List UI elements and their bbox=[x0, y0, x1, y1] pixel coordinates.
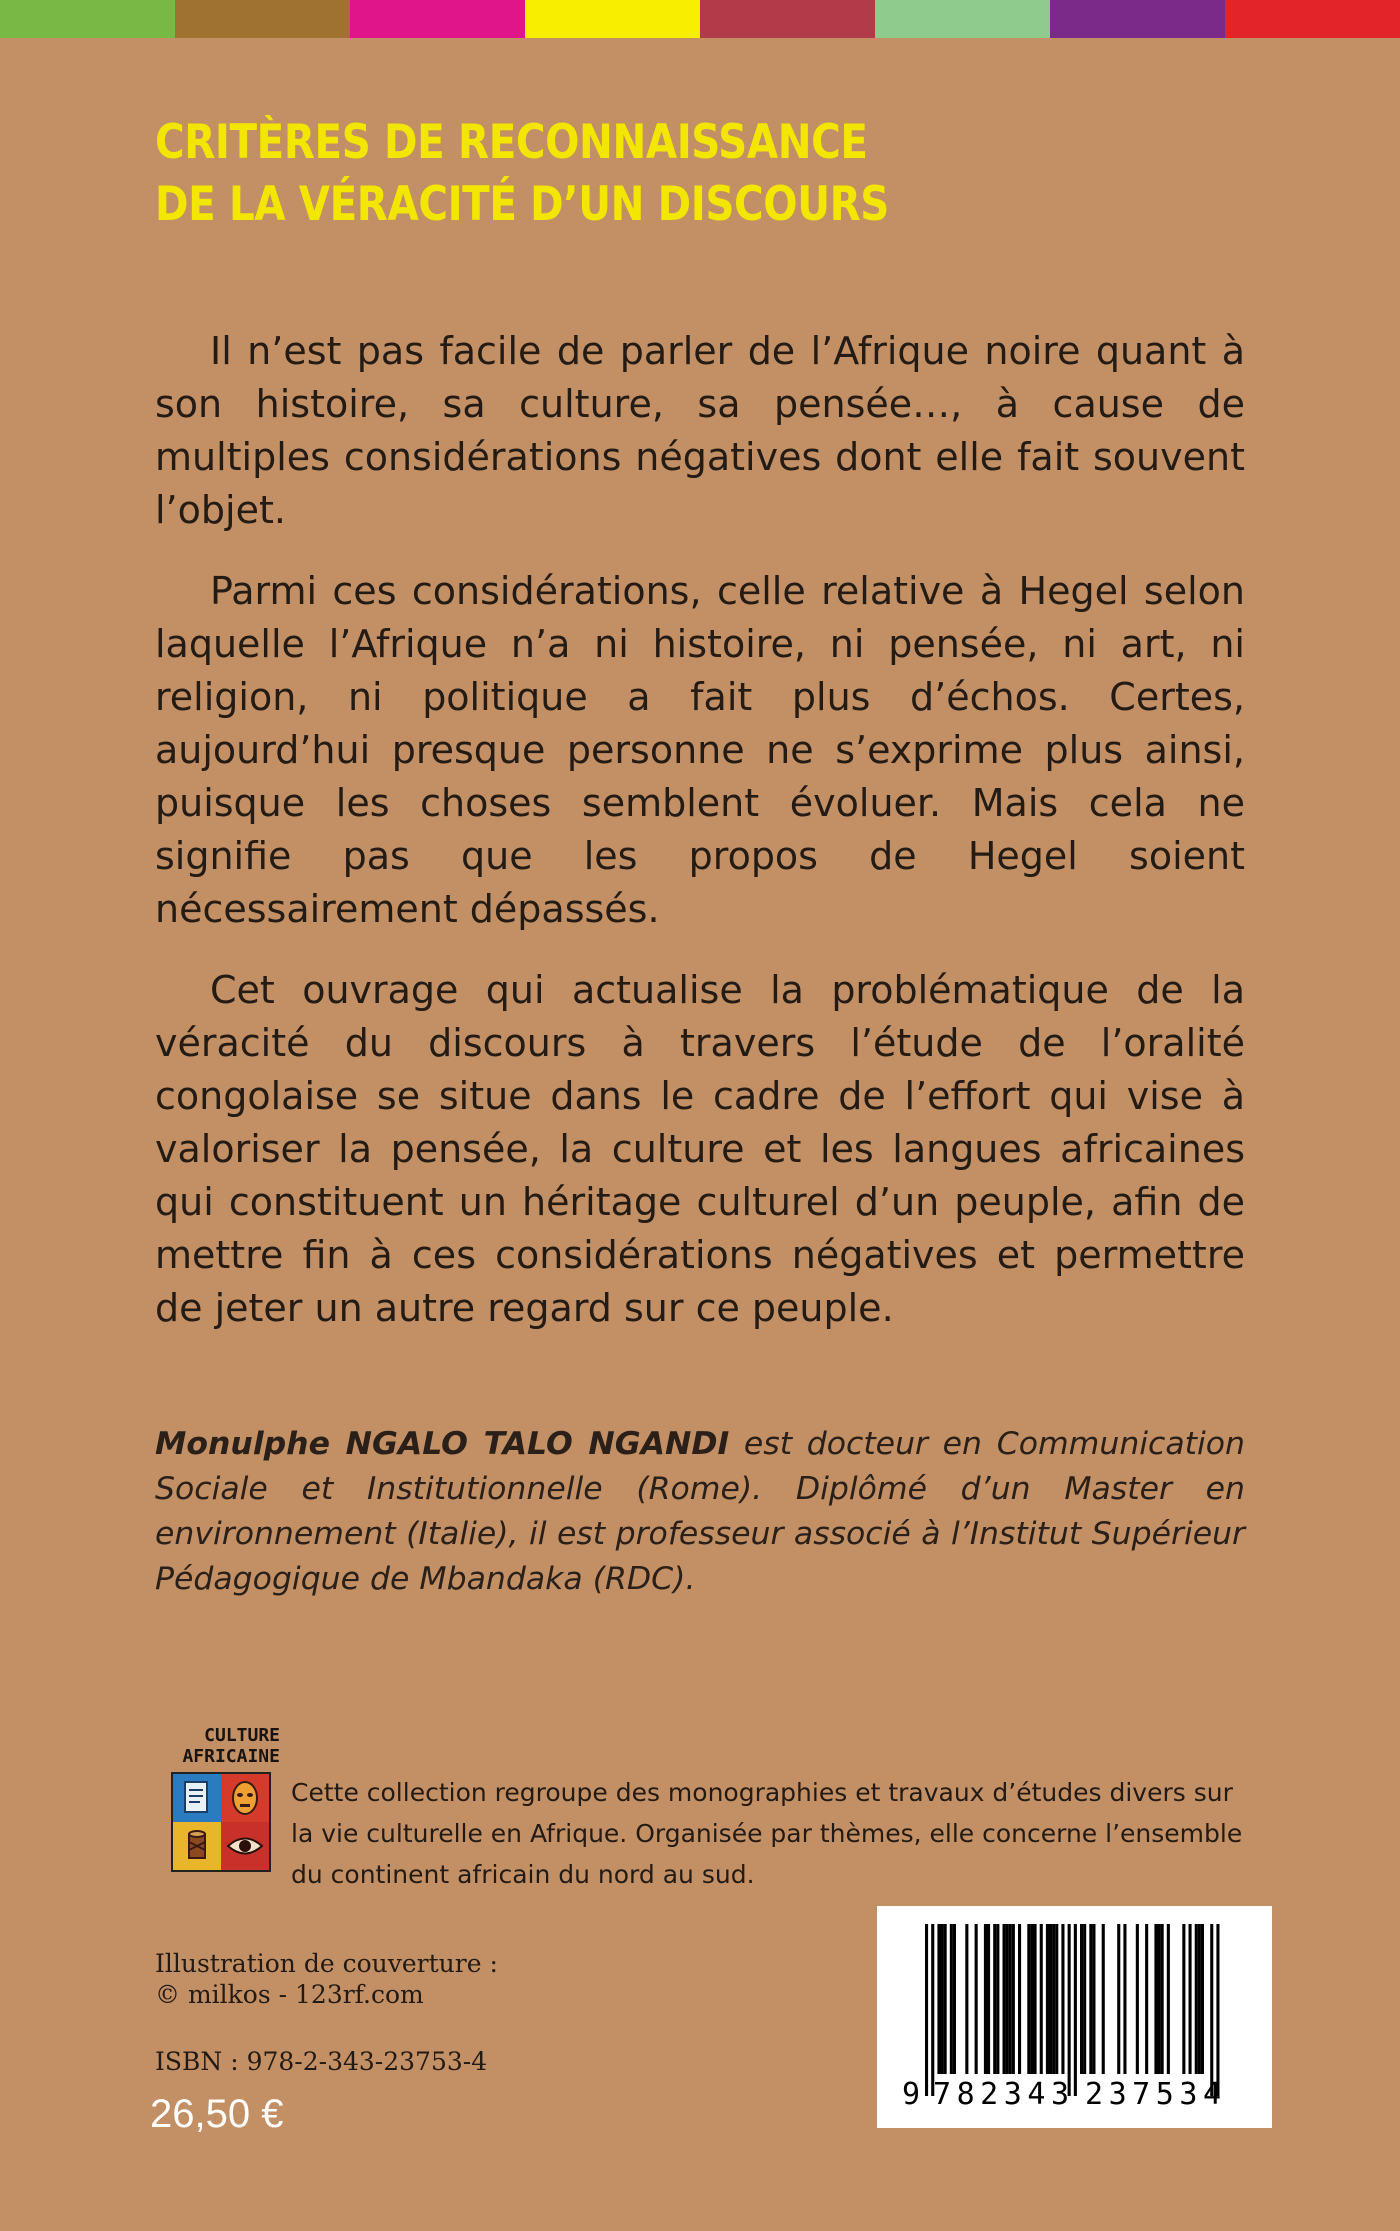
barcode-bar bbox=[1006, 1924, 1009, 2074]
barcode-bar bbox=[950, 1924, 953, 2074]
blurb bbox=[155, 325, 1245, 1363]
barcode bbox=[877, 1906, 1272, 2128]
collection-label-line-1: CULTURE bbox=[204, 1725, 280, 1746]
book-title-line-1: CRITÈRES DE RECONNAISSANCE bbox=[155, 115, 868, 170]
barcode-digits-group-1: 782343 bbox=[933, 2077, 1069, 2112]
isbn: ISBN : 978-2-343-23753-4 bbox=[155, 2047, 488, 2076]
barcode-bar bbox=[1003, 1924, 1006, 2074]
barcode-bar bbox=[1201, 1924, 1204, 2074]
barcode-bar bbox=[1123, 1924, 1126, 2074]
barcode-bar bbox=[996, 1924, 999, 2074]
barcode-bar bbox=[1012, 1924, 1015, 2074]
blurb-paragraph-1: Il n’est pas facile de parler de l’Afrique noire quant à son histoire, sa culture, sa pensée…, à cause de multiples considérations négatives dont elle fait souvent l’objet. bbox=[155, 329, 1245, 532]
color-strip bbox=[0, 0, 1400, 38]
barcode-digit-first: 9 bbox=[902, 2077, 921, 2112]
blurb-paragraph-3: Cet ouvrage qui actualise la problématique de la véracité du discours à travers l’étude de l’oralité congolaise se situe dans le cadre de l’effort qui vise à valoriser la pensée, la culture et les langues africaines qui constituent un héritage culturel d’un peuple, afin de mettre fin à ces considérations négatives et permettre de jeter un autre regard sur ce peuple. bbox=[155, 968, 1245, 1330]
barcode-bar bbox=[1145, 1924, 1148, 2074]
barcode-bar bbox=[953, 1924, 956, 2074]
color-strip-segment bbox=[0, 0, 175, 38]
barcode-bar bbox=[937, 1924, 940, 2074]
barcode-bar bbox=[1198, 1924, 1201, 2074]
author-bio-text: est docteur en Communication Sociale et Institutionnelle (Rome). Diplômé d’un Master en environnement (Italie), il est professeur associé à l’Institut Supérieur Pédagogique de Mbandaka (RDC). bbox=[155, 1426, 1245, 1597]
collection-label-line-2: AFRICAINE bbox=[182, 1746, 280, 1767]
color-strip-segment bbox=[525, 0, 700, 38]
barcode-bar bbox=[1034, 1924, 1037, 2074]
barcode-bar bbox=[975, 1924, 978, 2074]
barcode-bar bbox=[987, 1924, 990, 2074]
mask-icon bbox=[221, 1774, 269, 1822]
barcode-bar bbox=[984, 1924, 987, 2074]
barcode-bar bbox=[965, 1924, 968, 2074]
cover-credits-line-2: © milkos - 123rf.com bbox=[155, 1980, 424, 2009]
barcode-bar bbox=[1154, 1924, 1157, 2074]
author-name: Monulphe NGALO TALO NGANDI bbox=[155, 1426, 730, 1462]
barcode-bars bbox=[925, 1924, 1220, 2096]
barcode-bar bbox=[925, 1924, 928, 2096]
barcode-bar bbox=[1027, 1924, 1030, 2074]
barcode-bar bbox=[993, 1924, 996, 2074]
barcode-bar bbox=[1167, 1924, 1170, 2074]
author-bio bbox=[155, 1422, 1245, 1602]
color-strip-segment bbox=[1225, 0, 1400, 38]
drum-icon bbox=[173, 1822, 221, 1870]
book-title bbox=[155, 112, 1101, 236]
color-strip-segment bbox=[1050, 0, 1225, 38]
color-strip-segment bbox=[350, 0, 525, 38]
barcode-bar bbox=[1009, 1924, 1012, 2074]
barcode-bar bbox=[1117, 1924, 1120, 2074]
barcode-bar bbox=[1055, 1924, 1058, 2074]
collection-label bbox=[160, 1725, 280, 1767]
barcode-bar bbox=[1080, 1924, 1083, 2074]
cover-credits-line-1: Illustration de couverture : bbox=[155, 1949, 498, 1978]
barcode-bar bbox=[1161, 1924, 1164, 2074]
color-strip-segment bbox=[700, 0, 875, 38]
barcode-bar bbox=[1030, 1924, 1033, 2074]
collection-logo bbox=[171, 1772, 271, 1872]
barcode-bar bbox=[1074, 1924, 1077, 2096]
eye-icon bbox=[221, 1822, 269, 1870]
barcode-bar bbox=[1189, 1924, 1192, 2074]
barcode-bar bbox=[1182, 1924, 1185, 2074]
color-strip-segment bbox=[875, 0, 1050, 38]
barcode-graphic bbox=[877, 1906, 1272, 2128]
barcode-digits-group-2: 237534 bbox=[1085, 2077, 1221, 2112]
barcode-bar bbox=[1210, 1924, 1213, 2096]
document-icon bbox=[173, 1774, 221, 1822]
barcode-bar bbox=[1195, 1924, 1198, 2074]
barcode-bar bbox=[1083, 1924, 1086, 2074]
barcode-bar bbox=[1158, 1924, 1161, 2074]
barcode-bar bbox=[1061, 1924, 1064, 2074]
book-title-line-2: DE LA VÉRACITÉ D’UN DISCOURS bbox=[155, 177, 889, 232]
collection-description: Cette collection regroupe des monographies et travaux d’études divers sur la vie culturelle en Afrique. Organisée par thèmes, elle concerne l’ensemble du continent africain du nord au sud. bbox=[291, 1778, 1243, 1889]
barcode-bar bbox=[941, 1924, 944, 2074]
barcode-bar bbox=[1136, 1924, 1139, 2074]
barcode-bar bbox=[1216, 1924, 1219, 2096]
barcode-bar bbox=[1068, 1924, 1071, 2096]
barcode-bar bbox=[1040, 1924, 1043, 2074]
barcode-bar bbox=[1018, 1924, 1021, 2074]
cover-credits bbox=[155, 1948, 655, 2010]
blurb-paragraph-2: Parmi ces considérations, celle relative à Hegel selon laquelle l’Afrique n’a ni histoire, ni pensée, ni art, ni religion, ni politique a fait plus d’échos. Certes, aujourd’hui presque personne ne s’exprime plus ainsi, puisque les choses semblent évoluer. Mais cela ne signifie pas que les propos de Hegel soient nécessairement dépassés. bbox=[155, 569, 1245, 931]
barcode-bar bbox=[1052, 1924, 1055, 2074]
barcode-bar bbox=[931, 1924, 934, 2096]
barcode-bar bbox=[1046, 1924, 1049, 2074]
barcode-bar bbox=[1089, 1924, 1092, 2074]
barcode-bar bbox=[1049, 1924, 1052, 2074]
color-strip-segment bbox=[175, 0, 350, 38]
barcode-bar bbox=[1102, 1924, 1105, 2074]
barcode-bar bbox=[1092, 1924, 1095, 2074]
barcode-bar bbox=[944, 1924, 947, 2074]
price: 26,50 € bbox=[150, 2092, 284, 2136]
